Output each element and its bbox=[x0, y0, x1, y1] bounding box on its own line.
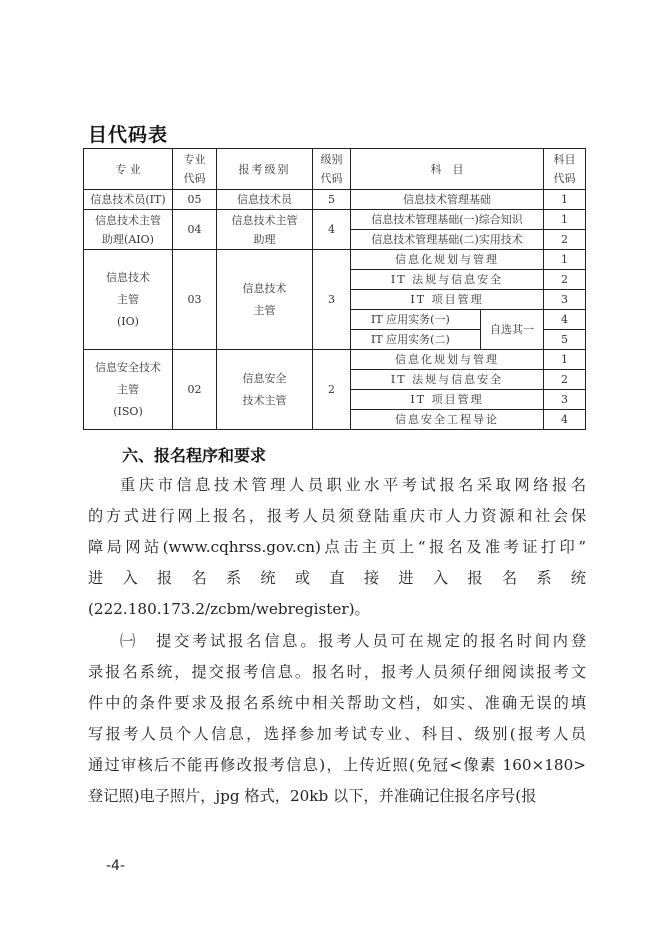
header-subject-code: 科目 代码 bbox=[544, 149, 586, 190]
cell-level-code: 2 bbox=[313, 350, 351, 430]
cell-major-code: 04 bbox=[173, 210, 217, 250]
paragraph-submit-info bbox=[88, 626, 586, 812]
cell-subject-code: 2 bbox=[544, 270, 586, 290]
table-header-row bbox=[84, 149, 586, 190]
cell-elective-note: 自选其一 bbox=[481, 310, 544, 350]
cell-subject-name: IT 应用实务(二) bbox=[351, 330, 481, 350]
cell-subject-name: 信息技术管理基础(二)实用技术 bbox=[351, 230, 544, 250]
table-row bbox=[84, 250, 586, 270]
text-line: 登记照)电子照片，jpg 格式，20kb 以下，并准确记住报名序号(报 bbox=[88, 787, 537, 805]
cell-subject-code: 2 bbox=[544, 370, 586, 390]
cell-major: 信息技术 主管 (IO) bbox=[84, 250, 173, 350]
cell-subject-code: 4 bbox=[544, 410, 586, 430]
cell-subject-name: IT 应用实务(一) bbox=[351, 310, 481, 330]
header-level: 报考级别 bbox=[217, 149, 313, 190]
cell-subject-name: IT 法规与信息安全 bbox=[351, 270, 544, 290]
table-row bbox=[84, 350, 586, 370]
header-major: 专 业 bbox=[84, 149, 173, 190]
paragraph-registration-intro bbox=[88, 470, 586, 625]
cell-subject-name: IT 项目管理 bbox=[351, 290, 544, 310]
text-line: 的方式进行网上报名，报考人员须登陆重庆市人力资源和社会保 bbox=[88, 507, 586, 525]
text-line: 通过审核后不能再修改报考信息)，上传近照(免冠<像素 160×180> bbox=[88, 756, 586, 774]
table-row bbox=[84, 210, 586, 230]
text-line: ㈠ 提交考试报名信息。报考人员可在规定的报名时间内登 bbox=[120, 632, 586, 650]
cell-major-code: 02 bbox=[173, 350, 217, 430]
page-number: -4- bbox=[106, 858, 126, 874]
text-line: 重庆市信息技术管理人员职业水平考试报名采取网络报名 bbox=[120, 476, 586, 494]
header-major-code: 专业 代码 bbox=[173, 149, 217, 190]
cell-subject-name: IT 法规与信息安全 bbox=[351, 370, 544, 390]
cell-major: 信息技术主管 助理(AIO) bbox=[84, 210, 173, 250]
text-line: 进 入 报 名 系 统 或 直 接 进 入 报 名 系 统 bbox=[88, 569, 586, 587]
cell-subject-code: 2 bbox=[544, 230, 586, 250]
cell-subject-code: 5 bbox=[544, 330, 586, 350]
table-title: 目代码表 bbox=[88, 124, 169, 146]
cell-level-code: 4 bbox=[313, 210, 351, 250]
cell-level-code: 3 bbox=[313, 250, 351, 350]
cell-subject-name: 信息安全工程导论 bbox=[351, 410, 544, 430]
subject-code-table bbox=[83, 148, 586, 430]
cell-subject-code: 1 bbox=[544, 190, 586, 210]
cell-subject-name: IT 项目管理 bbox=[351, 390, 544, 410]
text-line: 件中的条件要求及报名系统中相关帮助文档，如实、准确无误的填 bbox=[88, 694, 586, 712]
cell-major-code: 03 bbox=[173, 250, 217, 350]
cell-subject-name: 信息化规划与管理 bbox=[351, 350, 544, 370]
text-line: (222.180.173.2/zcbm/webregister)。 bbox=[88, 600, 370, 618]
cell-level: 信息技术 主管 bbox=[217, 250, 313, 350]
header-subject: 科 目 bbox=[351, 149, 544, 190]
text-line: 障局网站(www.cqhrss.gov.cn)点击主页上“报名及准考证打印” bbox=[88, 538, 586, 556]
cell-subject-code: 1 bbox=[544, 350, 586, 370]
cell-subject-code: 3 bbox=[544, 390, 586, 410]
cell-major: 信息技术员(IT) bbox=[84, 190, 173, 210]
cell-level: 信息技术主管 助理 bbox=[217, 210, 313, 250]
cell-subject-code: 3 bbox=[544, 290, 586, 310]
cell-subject-name: 信息技术管理基础 bbox=[351, 190, 544, 210]
cell-major: 信息安全技术 主管 (ISO) bbox=[84, 350, 173, 430]
header-level-code: 级别 代码 bbox=[313, 149, 351, 190]
cell-subject-code: 1 bbox=[544, 250, 586, 270]
cell-level-code: 5 bbox=[313, 190, 351, 210]
cell-subject-name: 信息技术管理基础(一)综合知识 bbox=[351, 210, 544, 230]
table-row bbox=[84, 190, 586, 210]
cell-subject-name: 信息化规划与管理 bbox=[351, 250, 544, 270]
cell-level: 信息技术员 bbox=[217, 190, 313, 210]
cell-subject-code: 1 bbox=[544, 210, 586, 230]
section-heading: 六、报名程序和要求 bbox=[122, 446, 267, 465]
text-line: 录报名系统，提交报考信息。报名时，报考人员须仔细阅读报考文 bbox=[88, 663, 586, 681]
cell-subject-code: 4 bbox=[544, 310, 586, 330]
cell-level: 信息安全 技术主管 bbox=[217, 350, 313, 430]
text-line: 写报考人员个人信息，选择参加考试专业、科目、级别(报考人员 bbox=[88, 725, 586, 743]
cell-major-code: 05 bbox=[173, 190, 217, 210]
